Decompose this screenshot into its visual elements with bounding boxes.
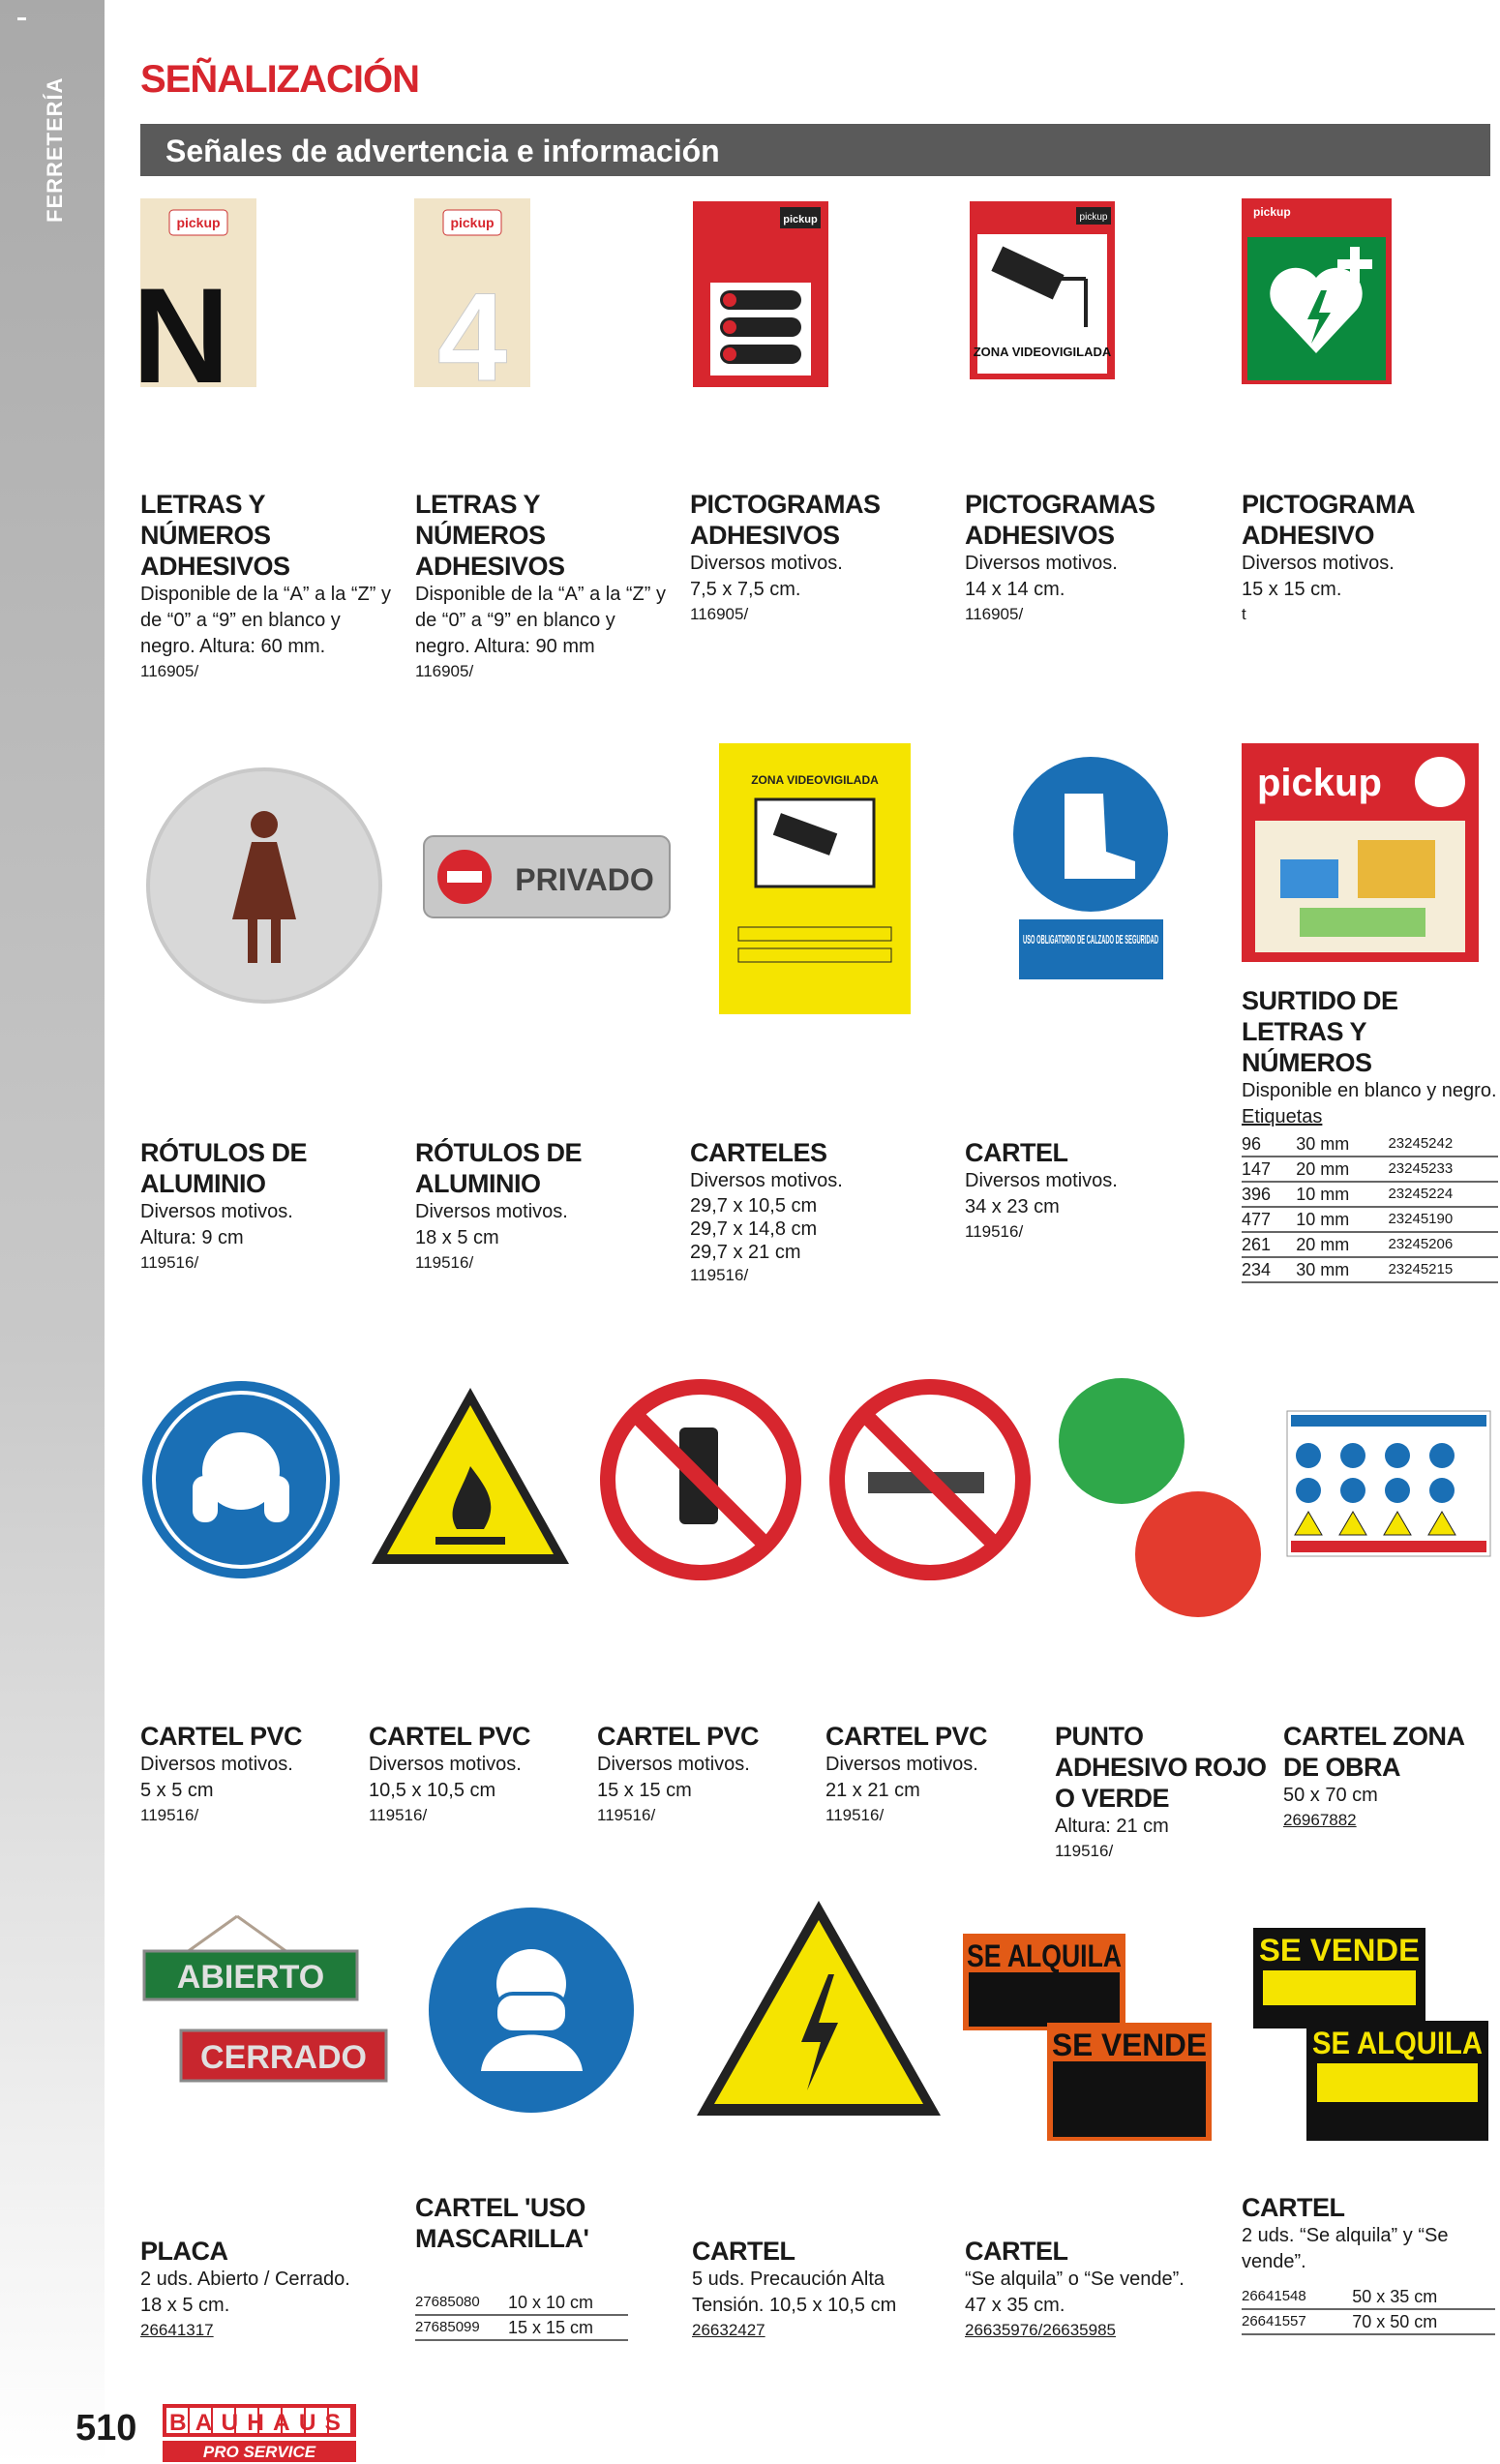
svg-text:SE VENDE: SE VENDE [1259,1933,1420,1968]
table-row: 147 20 mm 23245233 [1242,1157,1498,1182]
svg-text:USO OBLIGATORIO DE CALZADO DE: USO OBLIGATORIO DE CALZADO DE SEGURIDAD [1023,932,1158,947]
product-name: RÓTULOS DE ALUMINIO [415,1138,583,1198]
yellow-video-poster-image [719,743,911,1014]
product-name: PICTOGRAMAS ADHESIVOS [965,490,1155,550]
product-cartel-34 [965,1137,1226,1244]
product-ref: 26641317 [140,2321,214,2339]
product-desc: Diversos motivos. [140,1754,293,1775]
product-name: CARTEL 'USO MASCARILLA' [415,2193,589,2253]
product-ref: 119516/ [597,1806,656,1824]
svg-text:PRO SERVICE: PRO SERVICE [202,2443,316,2461]
product-size: 5 x 5 cm [140,1780,214,1801]
product-name: CARTEL PVC [597,1722,760,1751]
red-green-dots-image [1055,1374,1268,1621]
product-name: LETRAS Y NÚMEROS ADHESIVOS [415,490,565,581]
svg-text:pickup: pickup [176,215,221,230]
product-alquila-vende [965,2236,1216,2342]
svg-text:SE ALQUILA: SE ALQUILA [967,1938,1122,1973]
product-pvc-15 [597,1721,815,1827]
mask-required-sign-image [428,1907,636,2115]
svg-text:BAUHAUS: BAUHAUS [169,2410,349,2436]
product-name: CARTEL [965,1138,1068,1167]
product-name: PUNTO ADHESIVO ROJO O VERDE [1055,1722,1267,1813]
product-ref: 119516/ [690,1266,749,1284]
product-letters-90 [415,489,672,683]
product-desc: 2 uds. Abierto / Cerrado. [140,2269,350,2290]
table-row: 234 30 mm 23245215 [1242,1257,1498,1282]
product-pictogram-15 [1242,489,1484,626]
section-subtitle: Señales de advertencia e información [140,124,1490,176]
product-precaucion [692,2236,948,2342]
product-ref: 119516/ [140,1806,199,1824]
product-pictograms-14 [965,489,1221,626]
svg-text:PRIVADO: PRIVADO [515,862,654,897]
svg-text:pickup: pickup [1257,762,1382,804]
product-size: Altura: 9 cm [140,1227,244,1248]
svg-text:pickup: pickup [450,215,495,230]
product-ref: 26635976/26635985 [965,2321,1116,2339]
product-desc: 5 uds. Precaución Alta Tensión. 10,5 x 10,5 cm [692,2269,897,2316]
product-ref: 116905/ [415,662,474,680]
svg-text:ABIERTO: ABIERTO [176,1959,325,1996]
product-name: CARTEL ZONA DE OBRA [1283,1722,1464,1782]
table-row: 261 20 mm 23245206 [1242,1232,1498,1257]
pack-table [1242,2285,1495,2335]
product-desc: Diversos motivos. [965,1170,1118,1191]
product-ref: 116905/ [690,605,749,623]
section-tab: FERRETERÍA [43,76,67,223]
product-desc: Diversos motivos. [1242,553,1395,574]
product-desc: Disponible de la “A” a la “Z” y de “0” a “9” en blanco y negro. Altura: 90 mm [415,584,666,657]
product-pvc-5 [140,1721,358,1827]
svg-text:N: N [132,259,230,411]
product-ref: 119516/ [825,1806,885,1824]
rent-sale-signs-image [963,1934,1215,2147]
product-pack [1242,2192,1495,2335]
no-phone-sign-image [600,1379,801,1580]
number-sticker-4-image [414,198,530,407]
ear-protection-sign-image [140,1379,342,1580]
table-label: Etiquetas [1242,1106,1323,1127]
product-size: 10,5 x 10,5 cm [369,1780,496,1801]
product-pvc-21 [825,1721,1043,1827]
product-ref: 26632427 [692,2321,765,2339]
sidebar [0,0,105,2464]
product-name: CARTEL PVC [140,1722,303,1751]
product-name: CARTEL [692,2237,795,2266]
product-ref: 119516/ [369,1806,428,1824]
product-dots [1055,1721,1273,1863]
pictogram-pack-image [693,201,828,387]
construction-zone-sign-image [1287,1411,1490,1556]
product-ref: 26967882 [1283,1811,1357,1829]
product-size: 7,5 x 7,5 cm. [690,579,801,600]
product-desc: Diversos motivos. [690,553,843,574]
product-name: CARTEL PVC [369,1722,531,1751]
product-placa [140,2236,392,2342]
aluminium-woman-sign-image [143,765,385,1007]
no-smoking-sign-image [829,1379,1031,1580]
svg-text:SE VENDE: SE VENDE [1052,2028,1207,2062]
product-name: CARTEL PVC [825,1722,988,1751]
video-surveillance-sticker-image [970,201,1115,379]
table-row: 26641548 50 x 35 cm [1242,2285,1495,2309]
safety-boots-sign-image [1011,755,1171,985]
product-desc: Diversos motivos. [597,1754,750,1775]
product-ref: 119516/ [965,1222,1024,1241]
corner-mark [17,17,26,20]
product-desc: Diversos motivos. [965,553,1118,574]
product-zona-obra [1283,1721,1491,1832]
product-desc: Diversos motivos. [690,1170,843,1191]
product-size: 18 x 5 cm [415,1227,499,1248]
product-desc: “Se alquila” o “Se vende”. [965,2269,1185,2290]
privado-sign-image [422,834,672,919]
product-name: PICTOGRAMAS ADHESIVOS [690,490,881,550]
svg-text:CERRADO: CERRADO [200,2039,367,2076]
product-name: CARTELES [690,1138,827,1167]
product-desc: Diversos motivos. [415,1201,568,1222]
bauhaus-logo [163,2404,356,2462]
flammable-warning-image [368,1384,573,1568]
product-pictograms-75 [690,489,946,626]
open-closed-plaque-image [140,1905,390,2113]
product-name: LETRAS Y NÚMEROS ADHESIVOS [140,490,290,581]
product-ref: 116905/ [965,605,1024,623]
svg-text:pickup: pickup [1253,205,1291,219]
high-voltage-warning-image [693,1897,945,2119]
product-size: Altura: 21 cm [1055,1816,1169,1837]
product-size: 29,7 x 14,8 cm [690,1218,818,1240]
product-desc: Disponible de la “A” a la “Z” y de “0” a “9” en blanco y negro. Altura: 60 mm. [140,584,391,657]
mascarilla-table [415,2291,628,2341]
surtido-table [1242,1132,1498,1283]
svg-text:SE ALQUILA: SE ALQUILA [1312,2026,1483,2060]
product-size: 34 x 23 cm [965,1196,1060,1217]
product-surtido [1242,985,1498,1283]
defibrillator-sticker-image [1242,198,1392,384]
rent-sale-pack-image [1253,1928,1490,2145]
product-ref: 119516/ [1055,1842,1114,1860]
svg-text:4: 4 [436,266,508,407]
product-name: CARTEL [965,2237,1068,2266]
product-size: 15 x 15 cm [597,1780,692,1801]
product-size: 50 x 70 cm [1283,1785,1378,1806]
product-name: PICTOGRAMA ADHESIVO [1242,490,1415,550]
product-desc: Diversos motivos. [825,1754,978,1775]
product-pvc-105 [369,1721,586,1827]
table-row: 96 30 mm 23245242 [1242,1132,1498,1157]
product-size: 29,7 x 10,5 cm [690,1195,818,1217]
table-row: 27685080 10 x 10 cm [415,2291,628,2315]
product-carteles [690,1137,951,1287]
table-row: 26641557 70 x 50 cm [1242,2309,1495,2334]
product-desc: Diversos motivos. [140,1201,293,1222]
product-ref: t [1242,605,1246,623]
svg-text:ZONA VIDEOVIGILADA: ZONA VIDEOVIGILADA [751,773,879,787]
table-row: 27685099 15 x 15 cm [415,2315,628,2340]
product-ref: 119516/ [415,1253,474,1272]
table-row: 396 10 mm 23245224 [1242,1182,1498,1207]
letter-sticker-n-image [132,198,256,411]
product-name: CARTEL [1242,2193,1345,2222]
letters-assortment-image [1242,743,1479,962]
product-size: 29,7 x 21 cm [690,1242,801,1263]
product-ref: 116905/ [140,662,199,680]
product-name: PLACA [140,2237,228,2266]
product-desc: 2 uds. “Se alquila” y “Se vende”. [1242,2225,1449,2272]
product-size: 18 x 5 cm. [140,2295,230,2316]
page-title: SEÑALIZACIÓN [140,58,419,101]
product-letters-60 [140,489,397,683]
product-desc: Diversos motivos. [369,1754,522,1775]
table-row: 477 10 mm 23245190 [1242,1207,1498,1232]
product-name: RÓTULOS DE ALUMINIO [140,1138,308,1198]
product-ref: 119516/ [140,1253,199,1272]
product-size: 15 x 15 cm. [1242,579,1342,600]
product-aluminium-18 [415,1137,676,1275]
svg-text:pickup: pickup [1079,212,1108,223]
product-mascarilla [415,2192,628,2341]
page-number: 510 [75,2408,137,2449]
product-size: 21 x 21 cm [825,1780,920,1801]
svg-text:pickup: pickup [783,214,818,225]
product-name: SURTIDO DE LETRAS Y NÚMEROS [1242,986,1398,1077]
product-size: 14 x 14 cm. [965,579,1065,600]
svg-text:ZONA VIDEOVIGILADA: ZONA VIDEOVIGILADA [973,345,1112,359]
product-size: 47 x 35 cm. [965,2295,1065,2316]
product-aluminium-9 [140,1137,402,1275]
product-desc: Disponible en blanco y negro. [1242,1080,1497,1101]
